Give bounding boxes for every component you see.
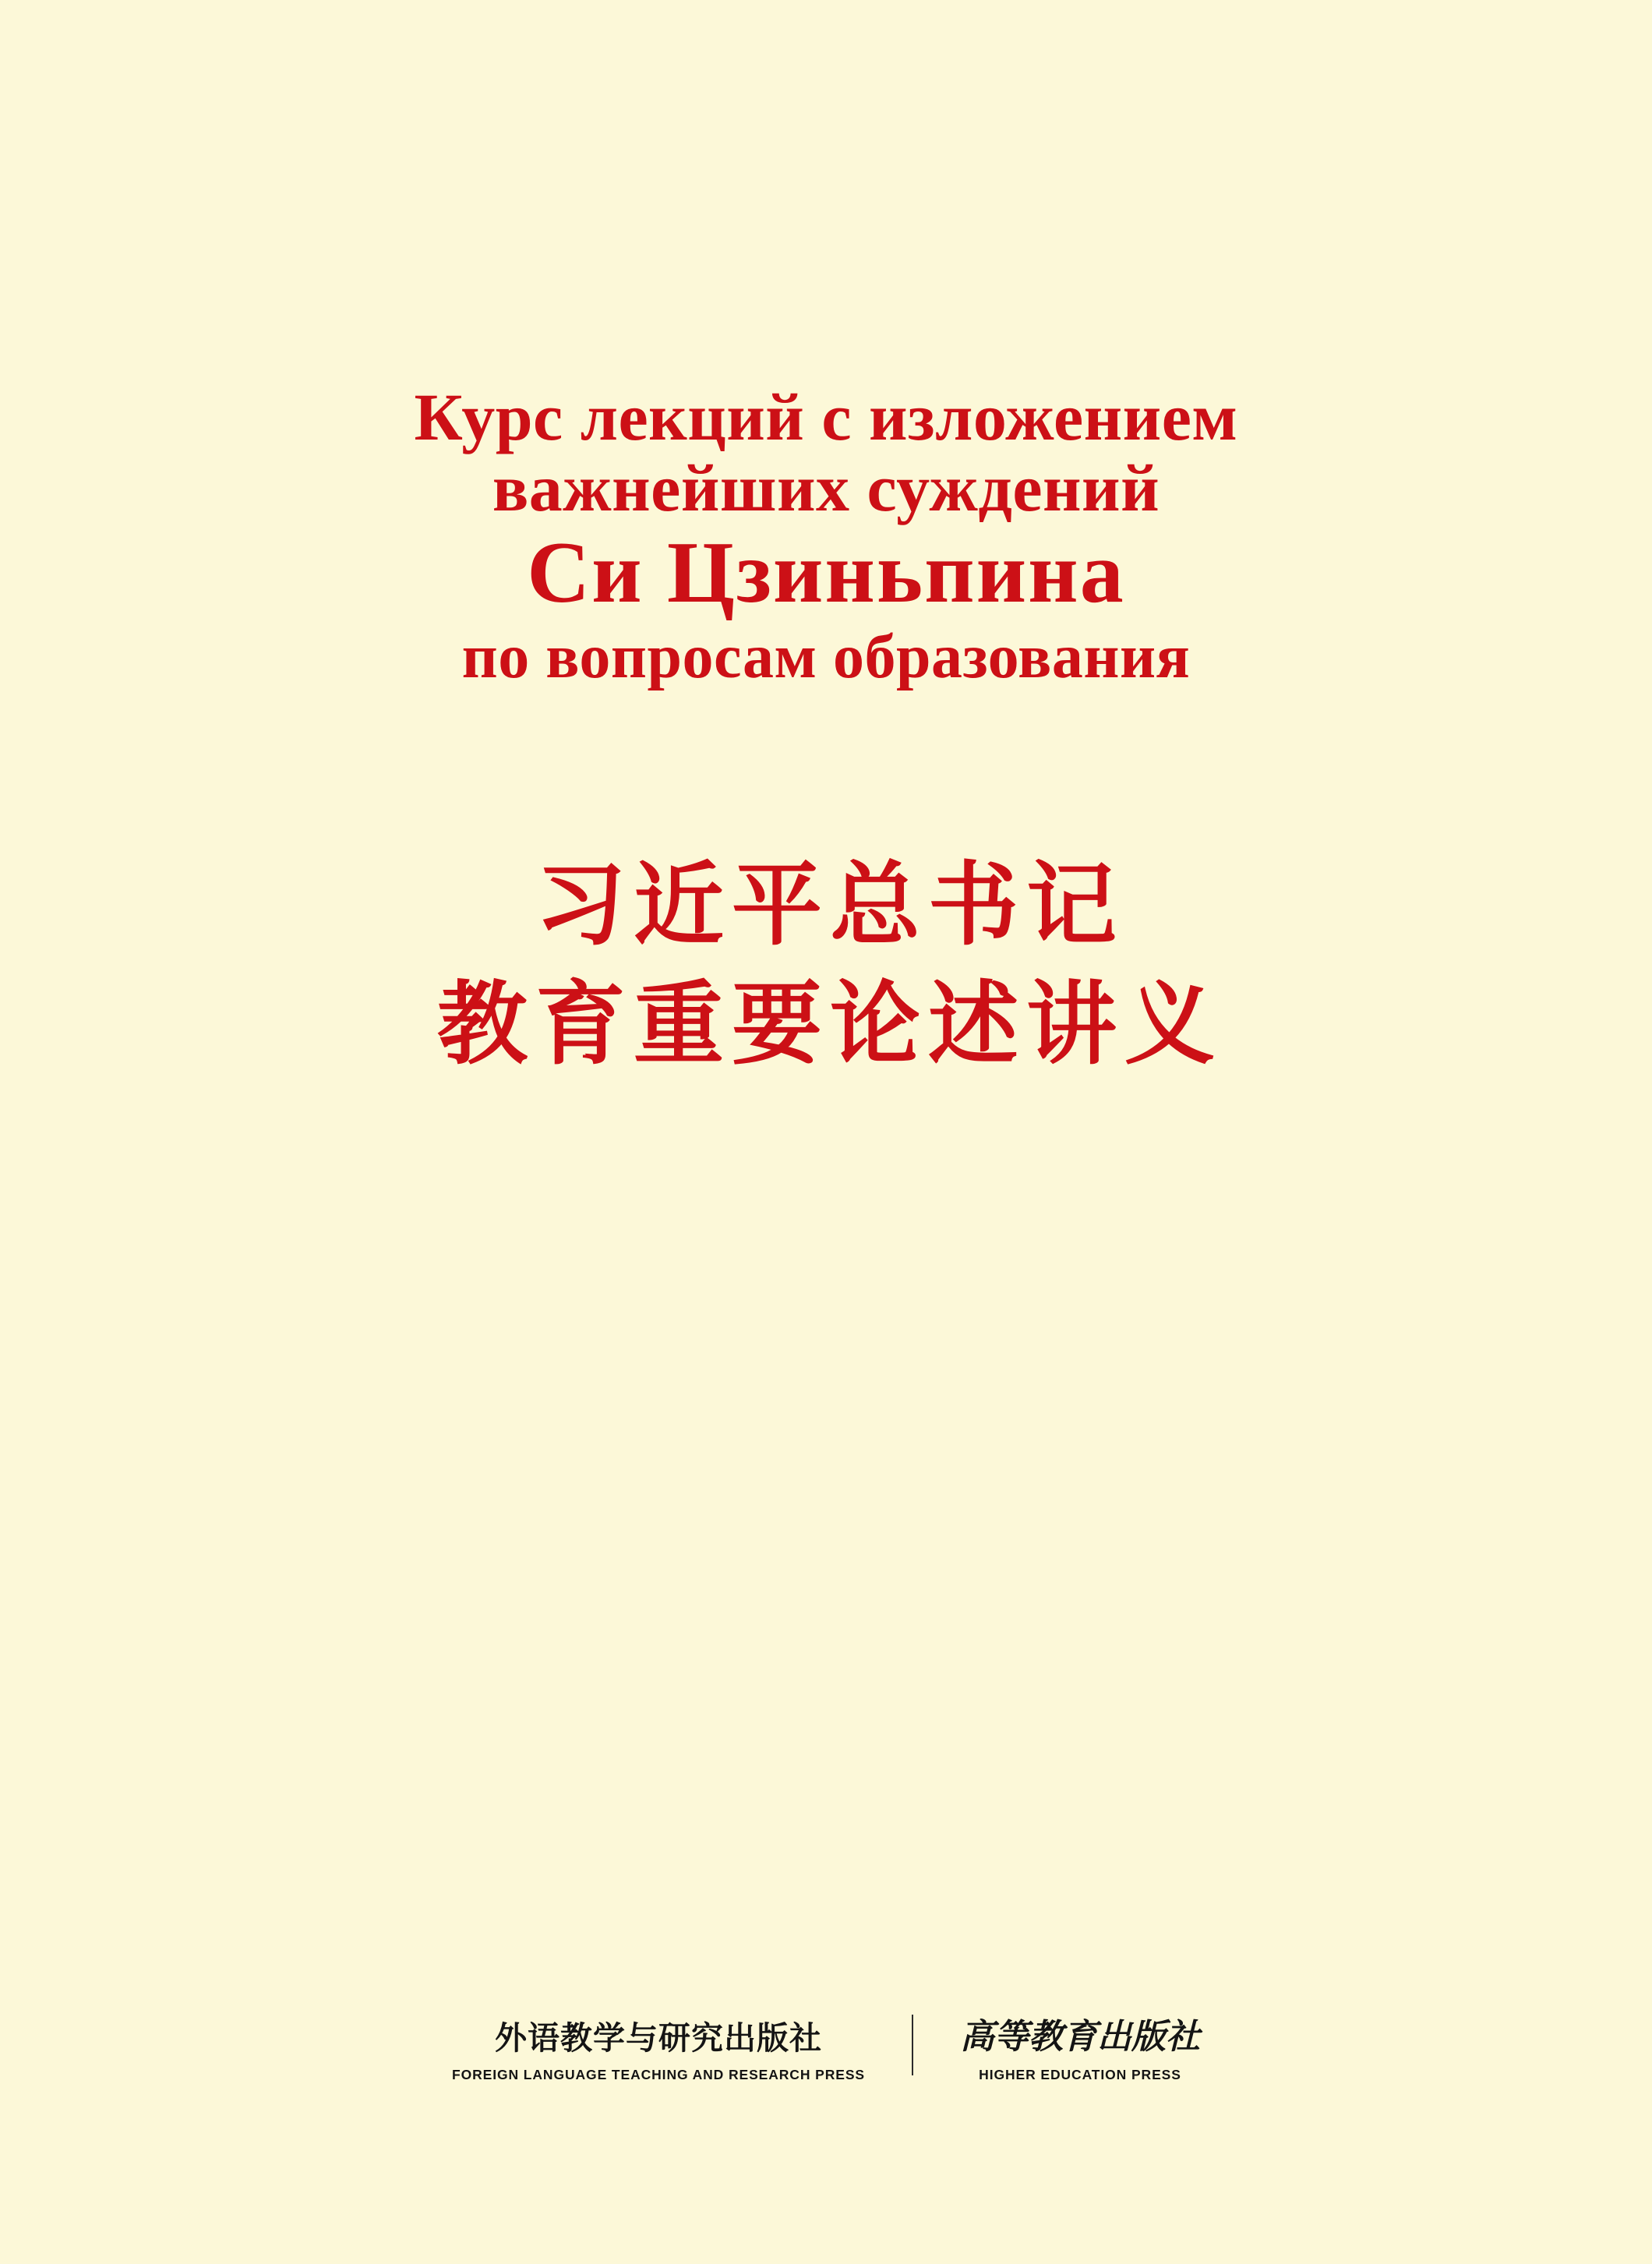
publisher-hep-name-cn: 高等教育出版社 <box>959 2017 1200 2057</box>
chinese-title-line-2: 教育重要论述讲义 <box>437 972 1223 1078</box>
publisher-hep <box>960 2018 1200 2083</box>
chinese-title-block <box>0 846 1652 1084</box>
publisher-fltrp-name-cn: 外语教学与研究出版社 <box>495 2019 822 2057</box>
publisher-fltrp-name-en: FOREIGN LANGUAGE TEACHING AND RESEARCH PRESS <box>452 2067 865 2082</box>
russian-title-line-1: Курс лекций с изложением <box>414 380 1238 454</box>
publisher-hep-name-en: HIGHER EDUCATION PRESS <box>979 2067 1181 2082</box>
russian-title-block <box>0 382 1652 691</box>
publisher-logos <box>0 2015 1652 2083</box>
russian-title-line-4: по вопросам образования <box>461 623 1191 692</box>
publisher-fltrp <box>452 2019 865 2083</box>
publisher-divider <box>912 2015 913 2075</box>
chinese-title-line-1: 习近平总书记 <box>535 853 1124 958</box>
russian-title-line-3: Си Цзиньпина <box>527 524 1125 622</box>
russian-title-line-2: важнейших суждений <box>492 450 1160 526</box>
